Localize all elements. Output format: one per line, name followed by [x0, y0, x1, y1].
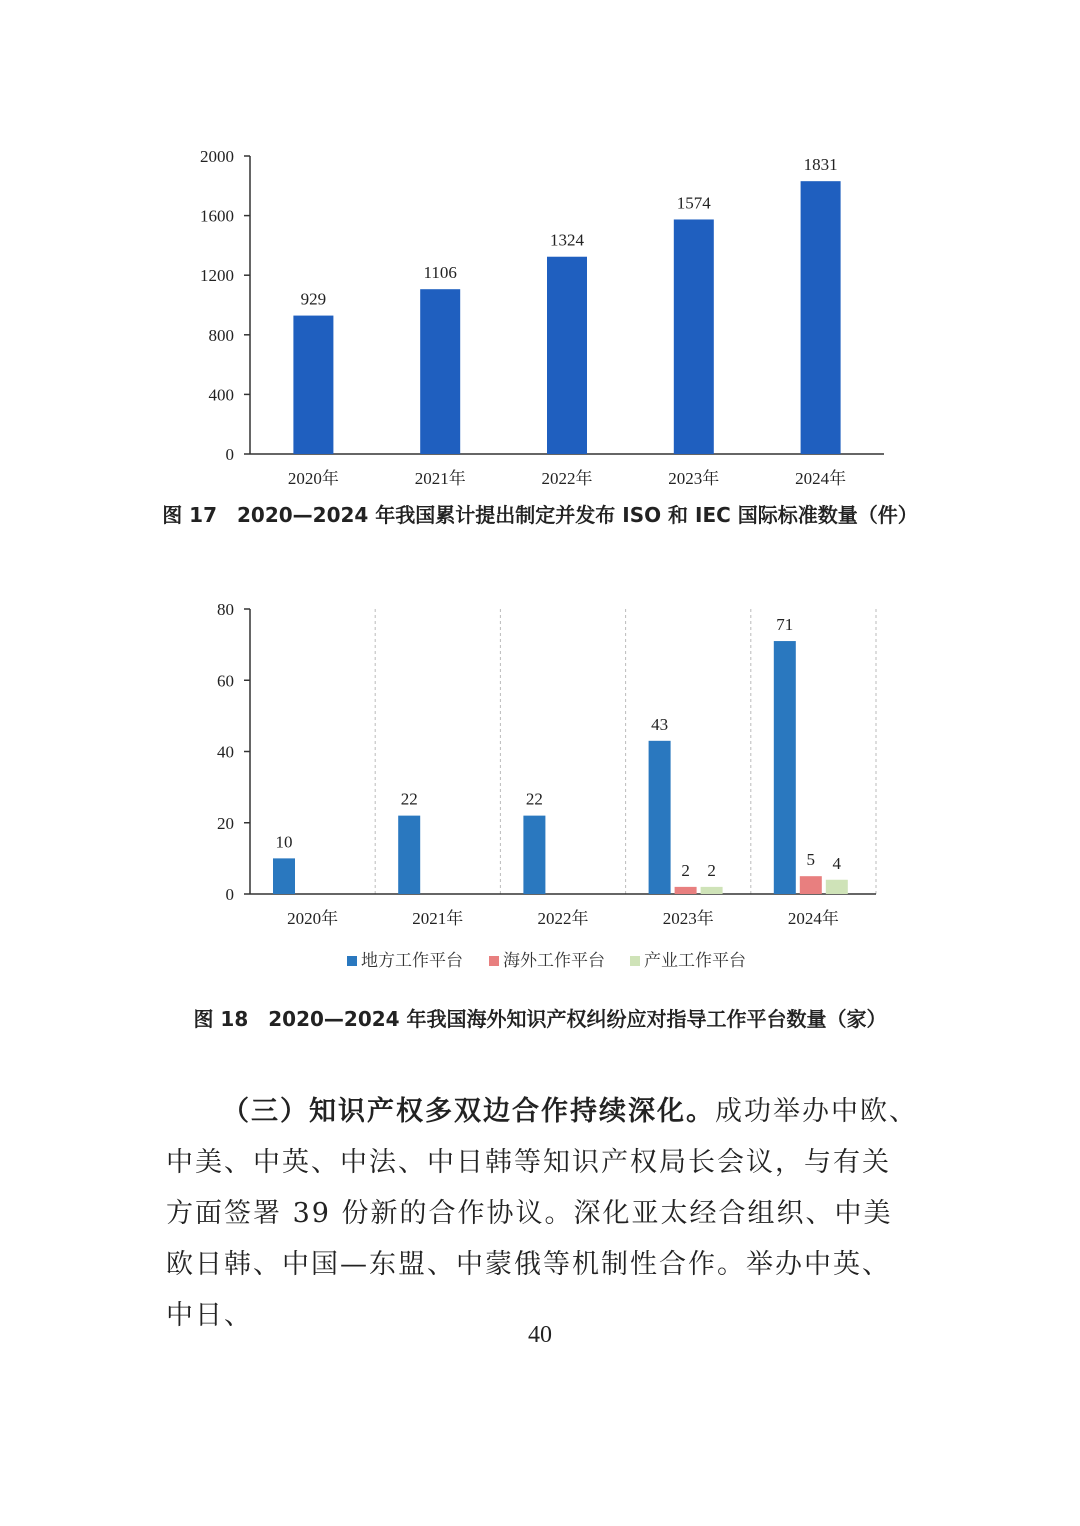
- legend-label: 产业工作平台: [644, 951, 746, 970]
- bar: [420, 289, 460, 454]
- legend-swatch: [347, 956, 357, 966]
- data-label: 2: [707, 860, 716, 880]
- bar: [649, 741, 671, 894]
- data-label: 1324: [550, 230, 584, 250]
- legend-label: 海外工作平台: [503, 951, 605, 970]
- bar: [801, 181, 841, 454]
- data-label: 5: [806, 850, 816, 870]
- data-label: 71: [776, 615, 794, 635]
- data-label: 4: [832, 853, 842, 873]
- bar: [826, 880, 848, 894]
- paragraph-lead: （三）知识产权多双边合作持续深化。: [222, 1096, 715, 1127]
- body-paragraph: [166, 1086, 918, 1341]
- bar: [701, 887, 723, 894]
- y-tick-label: 1600: [200, 206, 234, 226]
- y-tick-label: 40: [217, 742, 234, 762]
- legend-swatch: [489, 956, 499, 966]
- data-label: 22: [400, 789, 418, 809]
- caption-figure-17: 图 17 2020—2024 年我国累计提出制定并发布 ISO 和 IEC 国际标准数量（件）: [162, 503, 918, 527]
- page-number: 40: [528, 1322, 552, 1348]
- chart-17: [0, 130, 1080, 630]
- x-tick-label: 2020年: [287, 469, 339, 488]
- data-label: 1831: [803, 155, 838, 175]
- data-label: 929: [300, 289, 327, 309]
- bar: [293, 316, 333, 454]
- bar: [675, 887, 697, 894]
- data-label: 43: [651, 714, 669, 734]
- x-tick-label: 2022年: [541, 469, 593, 488]
- y-tick-label: 0: [225, 885, 234, 904]
- y-tick-label: 80: [217, 600, 234, 619]
- caption-figure-18: 图 18 2020—2024 年我国海外知识产权纠纷应对指导工作平台数量（家）: [193, 1007, 887, 1031]
- y-tick-label: 2000: [200, 147, 234, 166]
- x-tick-label: 2020年: [287, 909, 339, 928]
- y-tick-label: 800: [208, 325, 234, 345]
- y-tick-label: 60: [217, 671, 234, 691]
- data-label: 1574: [676, 193, 711, 213]
- chart-18: [0, 590, 1080, 990]
- paragraph-body: 成功举办中欧、中美、中英、中法、中日韩等知识产权局长会议，与有关方面签署 39 份新的合作协议。深化亚太经合组织、中美欧日韩、中国—东盟、中蒙俄等机制性合作。举办中英、中日、: [166, 1096, 918, 1331]
- x-tick-label: 2024年: [795, 469, 847, 488]
- y-tick-label: 0: [225, 445, 234, 464]
- bar: [398, 816, 420, 894]
- bar: [273, 858, 295, 894]
- y-tick-label: 20: [217, 813, 234, 833]
- bar: [800, 876, 822, 894]
- data-label: 2: [681, 860, 690, 880]
- legend-swatch: [630, 956, 640, 966]
- bar: [774, 641, 796, 894]
- y-tick-label: 400: [208, 385, 234, 405]
- x-tick-label: 2021年: [412, 909, 464, 928]
- x-tick-label: 2024年: [787, 909, 839, 928]
- legend-label: 地方工作平台: [361, 951, 463, 970]
- x-tick-label: 2021年: [414, 469, 466, 488]
- x-tick-label: 2023年: [668, 469, 720, 488]
- data-label: 22: [525, 789, 543, 809]
- data-label: 1106: [423, 263, 457, 283]
- bar: [674, 219, 714, 454]
- y-tick-label: 1200: [200, 266, 234, 286]
- x-tick-label: 2022年: [537, 909, 589, 928]
- x-tick-label: 2023年: [662, 909, 714, 928]
- bar: [547, 257, 587, 454]
- data-label: 10: [275, 832, 293, 852]
- bar: [523, 816, 545, 894]
